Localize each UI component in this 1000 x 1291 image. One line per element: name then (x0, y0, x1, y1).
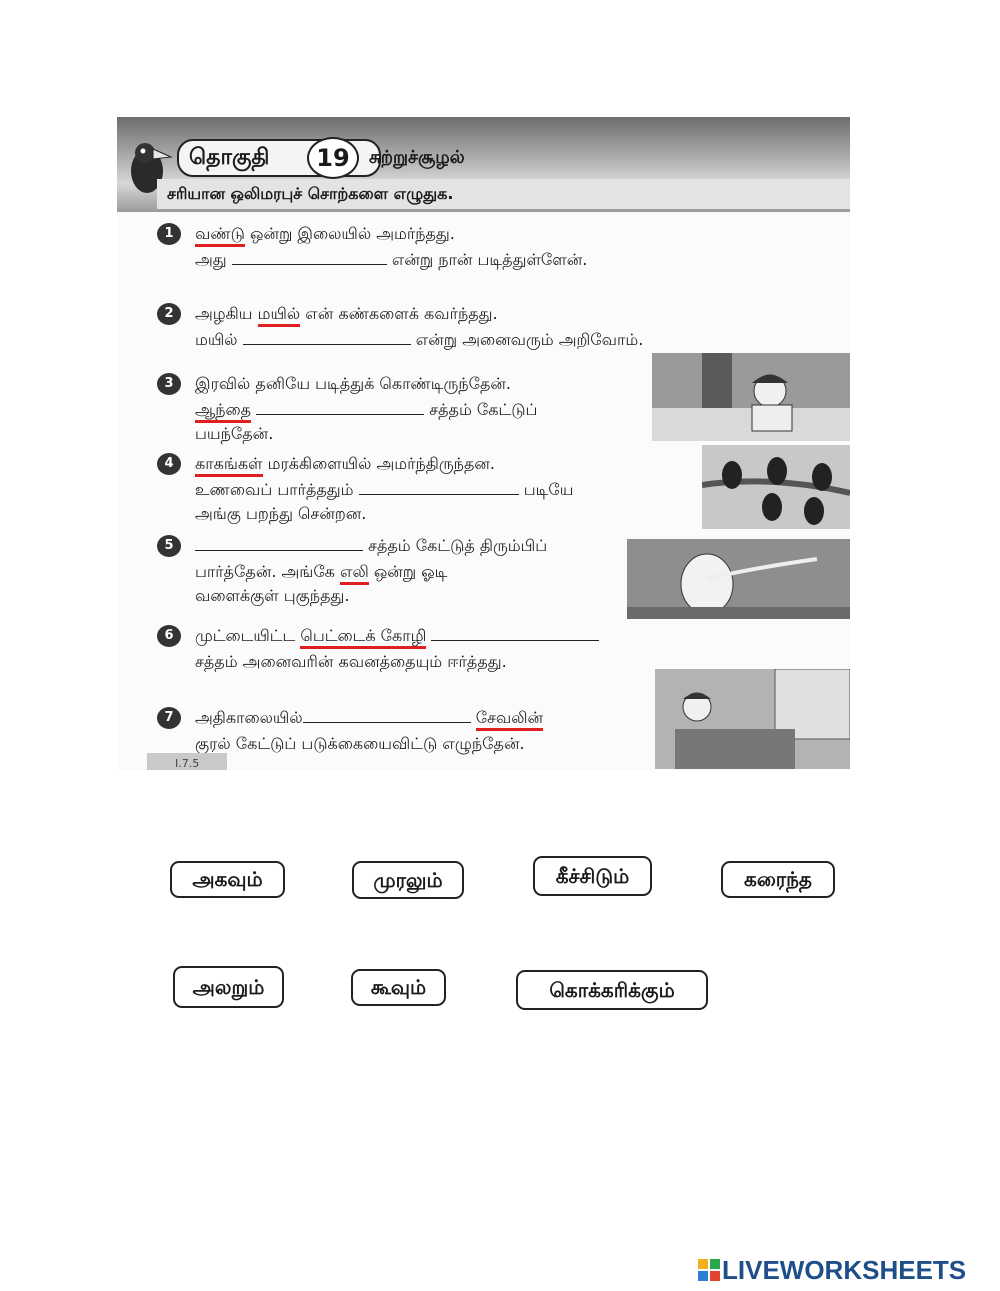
question-number: 2 (157, 303, 181, 325)
answer-blank[interactable] (303, 706, 471, 723)
answer-blank[interactable] (243, 328, 411, 345)
answer-blank[interactable] (195, 534, 363, 551)
rat-illustration (627, 539, 850, 619)
question-line (195, 559, 447, 585)
question-line (195, 477, 573, 503)
text: முட்டையிட்ட (195, 626, 301, 645)
underlined-word: சேவலின் (476, 708, 543, 731)
underlined-word: காகங்கள் (195, 454, 263, 477)
question-line (195, 705, 543, 731)
word-option[interactable]: முரலும் (352, 861, 464, 899)
question-line: அங்கு பறந்து சென்றன. (195, 504, 367, 523)
question-number: 7 (157, 707, 181, 729)
text: மரக்கிளையில் அமர்ந்திருந்தன. (262, 454, 495, 473)
boy-in-bed-night-illustration (652, 353, 850, 441)
unit-topic: சுற்றுச்சூழல் (369, 147, 465, 168)
question-line: பயந்தேன். (195, 424, 274, 443)
question-line: வளைக்குள் புகுந்தது. (195, 586, 350, 605)
underlined-word: வண்டு (195, 224, 245, 247)
text: என்று நான் படித்துள்ளேன். (386, 250, 588, 269)
question-line: சத்தம் அனைவரின் கவனத்தையும் ஈர்த்தது. (195, 652, 507, 671)
instruction: சரியான ஒலிமரபுச் சொற்களை எழுதுக. (167, 184, 454, 203)
underlined-word: ஆந்தை (195, 400, 251, 423)
text (471, 708, 476, 727)
unit-number: 19 (307, 137, 359, 179)
answer-blank[interactable] (256, 398, 424, 415)
question-number: 6 (157, 625, 181, 647)
question-line (195, 397, 537, 423)
question-line (195, 301, 498, 327)
text: ஒன்று இலையில் அமர்ந்தது. (244, 224, 455, 243)
answer-blank[interactable] (232, 248, 387, 265)
question-line (195, 247, 587, 273)
text: அது (195, 250, 232, 269)
underlined-word: பெட்டைக் கோழி (300, 626, 426, 649)
text: என் கண்களைக் கவர்ந்தது. (300, 304, 498, 323)
underlined-word: மயில் (258, 304, 301, 327)
question-line (195, 221, 455, 247)
question-line: இரவில் தனியே படித்துக் கொண்டிருந்தேன். (195, 374, 511, 393)
word-option[interactable]: அகவும் (170, 861, 285, 898)
question-number: 1 (157, 223, 181, 245)
question-line (195, 327, 643, 353)
word-option[interactable]: அலறும் (173, 966, 284, 1008)
unit-label: தொகுதி (189, 145, 270, 170)
crows-on-branch-illustration (702, 445, 850, 529)
question-line (195, 533, 547, 559)
text: அதிகாலையில் (195, 708, 303, 727)
question-number: 3 (157, 373, 181, 395)
word-option[interactable]: கரைந்த (721, 861, 835, 898)
page-code: I.7.5 (175, 757, 200, 770)
boy-waking-morning-illustration (655, 669, 850, 769)
word-option[interactable]: கூவும் (351, 969, 446, 1006)
text: சத்தம் கேட்டுத் திரும்பிப் (363, 536, 548, 555)
text: பார்த்தேன். அங்கே (195, 562, 340, 581)
underlined-word: எலி (340, 562, 369, 585)
watermark: LIVEWORKSHEETS (722, 1255, 967, 1285)
text: அழகிய (195, 304, 258, 323)
question-line (195, 451, 495, 477)
text: உணவைப் பார்த்ததும் (195, 480, 359, 499)
question-number: 5 (157, 535, 181, 557)
text: மயில் (195, 330, 243, 349)
question-line (195, 623, 599, 649)
answer-blank[interactable] (431, 624, 599, 641)
question-number: 4 (157, 453, 181, 475)
worksheet-scan (117, 117, 850, 770)
text: ஒன்று ஓடி (368, 562, 448, 581)
text: என்று அனைவரும் அறிவோம். (410, 330, 644, 349)
word-option[interactable]: கீச்சிடும் (533, 856, 652, 896)
word-option[interactable]: கொக்கரிக்கும் (516, 970, 708, 1010)
text: படியே (518, 480, 574, 499)
answer-blank[interactable] (359, 478, 519, 495)
liveworksheets-logo-icon (698, 1259, 720, 1281)
question-line: குரல் கேட்டுப் படுக்கையைவிட்டு எழுந்தேன். (195, 734, 525, 753)
text: சத்தம் கேட்டுப் (424, 400, 538, 419)
